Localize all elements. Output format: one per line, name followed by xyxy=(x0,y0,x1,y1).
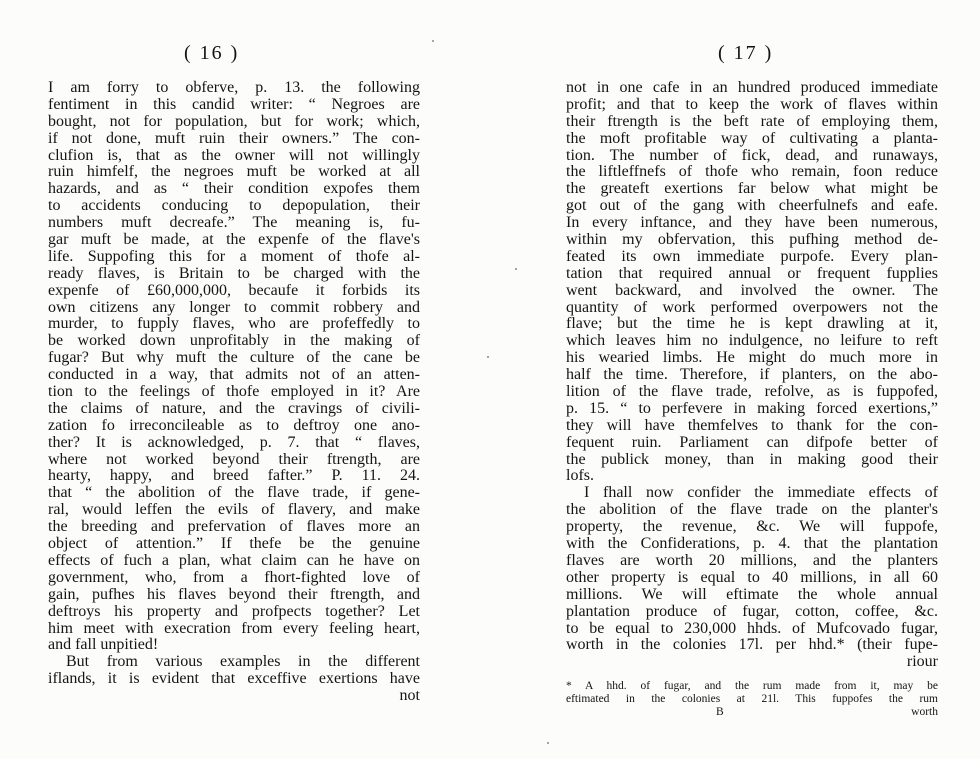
text-line: be worked down unprofitably in the making of xyxy=(48,333,420,350)
text-line: flaves are worth 20 millions, and the planters xyxy=(566,552,938,569)
text-line: feated its own immediate purpofe. Every plan- xyxy=(566,248,938,265)
text-line: quantity of work performed overpowers not the xyxy=(566,299,938,316)
text-line: fugar? But why muft the culture of the cane be xyxy=(48,350,420,367)
text-line: government, who, from a fhort-fighted love of xyxy=(48,569,420,586)
footnote-signature-row xyxy=(566,706,938,719)
text-line: expenfe of £60,000,000, becaufe it forbids its xyxy=(48,282,420,299)
text-line: tion. The number of fick, dead, and runaways, xyxy=(566,147,938,164)
text-line: conducted in a way, that admits not of an atten- xyxy=(48,367,420,384)
text-line: tation that required annual or frequent fupplies xyxy=(566,265,938,282)
catchword: not xyxy=(399,688,420,705)
text-line: lition of the flave trade, refolve, as is fuppofed, xyxy=(566,384,938,401)
text-line: I am forry to obferve, p. 13. the following xyxy=(48,80,420,96)
text-line: the moft profitable way of cultivating a planta- xyxy=(566,130,938,147)
signature-mark: B xyxy=(716,706,724,718)
text-line: and fall unpitied! xyxy=(48,637,159,654)
text-line: life. Suppofing this for a moment of thofe al- xyxy=(48,248,420,265)
text-line: half the time. Therefore, if planters, on the abo- xyxy=(566,367,938,384)
text-line: iflands, it is evident that exceffive exertions have xyxy=(48,671,420,688)
text-line: with the Confiderations, p. 4. that the plantation xyxy=(566,536,938,553)
catchword: riour xyxy=(906,654,938,671)
text-line: not in one cafe in an hundred produced immediate xyxy=(566,80,938,96)
text-line: the publick money, than in making good their xyxy=(566,451,938,468)
text-line: lofs. xyxy=(566,468,594,485)
text-line: if not done, muft ruin their owners.” The con- xyxy=(48,130,420,147)
scan-speck xyxy=(432,40,434,42)
text-line: plantation produce of fugar, cotton, coffee, &c. xyxy=(566,603,938,620)
text-line: other property is equal to 40 millions, in all 60 xyxy=(566,569,938,586)
text-line: ruin himfelf, the negroes muft be worked at all xyxy=(48,164,420,181)
text-line: gain, pufhes his flaves beyond their ftrength, and xyxy=(48,586,420,603)
text-line: profit; and that to keep the work of flaves within xyxy=(566,96,938,113)
footnote-catchword: worth xyxy=(911,706,938,718)
scan-speck xyxy=(487,356,489,358)
right-body-text xyxy=(566,80,938,671)
left-body-text xyxy=(48,80,420,705)
page-number-right: ( 17 ) xyxy=(718,42,774,64)
text-line: they will have themfelves to thank for the con- xyxy=(566,417,938,434)
text-line: to be equal to 230,000 hhds. of Mufcovado fugar, xyxy=(566,620,938,637)
text-line: numbers muft decreafe.” The meaning is, fu- xyxy=(48,215,420,232)
text-line: hearty, happy, and breed fafter.” P. 11. 24. xyxy=(48,468,420,485)
text-line: the greateft exertions far below what might be xyxy=(566,181,938,198)
text-line: the breeding and prefervation of flaves more an xyxy=(48,519,420,536)
text-line: that “ the abolition of the flave trade, if gene- xyxy=(48,485,420,502)
text-line: got out of the gang with cheerfulnefs and eafe. xyxy=(566,198,938,215)
footnote-line: * A hhd. of fugar, and the rum made from it, may be xyxy=(566,680,938,692)
footnote xyxy=(566,680,938,719)
text-line: the claims of nature, and the cravings of civili- xyxy=(48,400,420,417)
text-line: tion to the feelings of thofe employed in it? Are xyxy=(48,384,420,401)
text-line: to accidents conducing to depopulation, their xyxy=(48,198,420,215)
text-line: clufion is, that as the owner will not willingly xyxy=(48,147,420,164)
text-line: own citizens any longer to commit robbery and xyxy=(48,299,420,316)
text-line: ready flaves, is Britain to be charged with the xyxy=(48,265,420,282)
text-line: fequent ruin. Parliament can difpofe better of xyxy=(566,434,938,451)
text-line: object of attention.” If thefe be the genuine xyxy=(48,536,420,553)
text-line: his wearied limbs. He might do much more in xyxy=(566,350,938,367)
footnote-line: eftimated in the colonies at 21l. This fuppofes the rum xyxy=(566,693,938,705)
text-line: p. 15. “ to perfevere in making forced exertions,” xyxy=(566,400,938,417)
text-line: their ftrength is the beft rate of employing them, xyxy=(566,113,938,130)
text-line: where not worked beyond their ftrength, are xyxy=(48,451,420,468)
text-line: In every inftance, and they have been numerous, xyxy=(566,215,938,232)
text-line: gar muft be made, at the expenfe of the flave's xyxy=(48,232,420,249)
text-line: which leaves him no indulgence, no leifure to reft xyxy=(566,333,938,350)
text-line: him meet with execration from every feeling heart, xyxy=(48,620,420,637)
text-line: ther? It is acknowledged, p. 7. that “ flaves, xyxy=(48,434,420,451)
text-line: millions. We will eftimate the whole annual xyxy=(566,586,938,603)
text-line: But from various examples in the different xyxy=(66,654,420,671)
text-line: deftroys his property and profpects together? Let xyxy=(48,603,420,620)
text-line: the liftleffnefs of thofe who remain, foon reduce xyxy=(566,164,938,181)
scan-speck xyxy=(515,268,517,270)
right-page xyxy=(490,0,980,759)
text-line: flave; but the time he is kept drawling at it, xyxy=(566,316,938,333)
page-number-left: ( 16 ) xyxy=(184,42,240,64)
text-line: worth in the colonies 17l. per hhd.* (their fupe- xyxy=(566,637,938,654)
text-line: went backward, and involved the owner. The xyxy=(566,282,938,299)
text-line: fentiment in this candid writer: “ Negroes are xyxy=(48,96,420,113)
text-line: zation fo irreconcileable as to deftroy one ano- xyxy=(48,417,420,434)
text-line: the abolition of the flave trade on the planter's xyxy=(566,502,938,519)
scan-speck xyxy=(547,742,549,744)
text-line: hazards, and as “ their condition expofes them xyxy=(48,181,420,198)
text-line: ral, would leffen the evils of flavery, and make xyxy=(48,502,420,519)
text-line: property, the revenue, &c. We will fuppofe, xyxy=(566,519,938,536)
text-line: bought, not for population, but for work; which, xyxy=(48,113,420,130)
text-line: effects of fuch a plan, what claim can he have on xyxy=(48,552,420,569)
text-line: murder, to fupply flaves, who are profeffedly to xyxy=(48,316,420,333)
text-line: I fhall now confider the immediate effects of xyxy=(584,485,938,502)
text-line: within my obfervation, this pufhing method de- xyxy=(566,232,938,249)
